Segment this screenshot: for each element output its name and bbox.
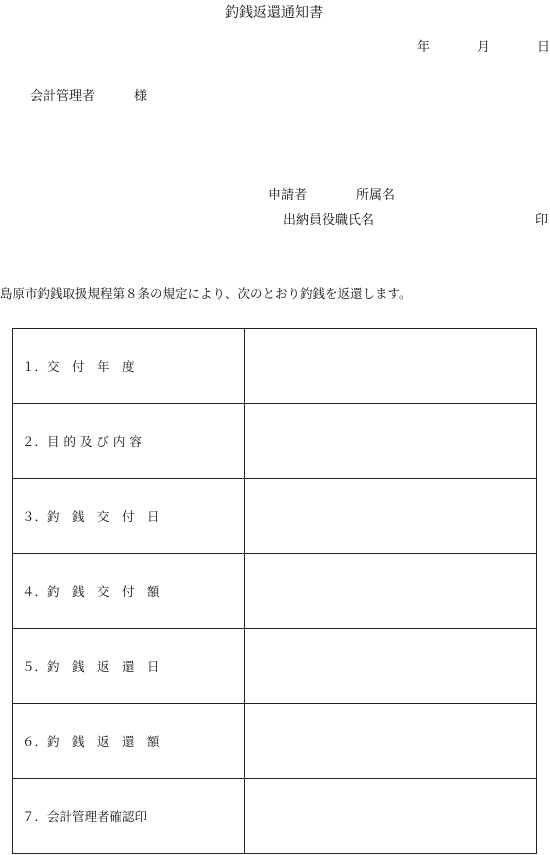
table-row <box>13 554 537 629</box>
cashier-name-label: 出納員役職氏名 <box>283 213 375 228</box>
row-label-purpose: ２．目 的 及 び 内 容 <box>13 404 245 479</box>
row-label-issue-date: ３．釣 銭 交 付 日 <box>13 479 245 554</box>
row-value-return-amount[interactable] <box>245 704 537 779</box>
row-value-issue-date[interactable] <box>245 479 537 554</box>
row-value-return-date[interactable] <box>245 629 537 704</box>
row-label-fiscal-year: １．交 付 年 度 <box>13 329 245 404</box>
row-label-return-amount: ６．釣 銭 返 還 額 <box>13 704 245 779</box>
row-label-issue-amount: ４．釣 銭 交 付 額 <box>13 554 245 629</box>
table-row <box>13 704 537 779</box>
table-row <box>13 629 537 704</box>
row-value-purpose[interactable] <box>245 404 537 479</box>
row-value-issue-amount[interactable] <box>245 554 537 629</box>
row-value-manager-seal[interactable] <box>245 779 537 854</box>
date-month-label: 月 <box>477 40 491 55</box>
details-table <box>12 328 537 854</box>
seal-mark: 印 <box>535 213 549 228</box>
date-day-label: 日 <box>537 40 550 55</box>
row-value-fiscal-year[interactable] <box>245 329 537 404</box>
statement-text: 島原市釣銭取扱規程第８条の規定により、次のとおり釣銭を返還します。 <box>0 286 412 301</box>
date-year-label: 年 <box>417 40 431 55</box>
addressee-honorific: 様 <box>134 89 148 104</box>
row-label-manager-seal: ７．会計管理者確認印 <box>13 779 245 854</box>
table-row <box>13 779 537 854</box>
department-label: 所属名 <box>356 188 396 203</box>
table-row <box>13 329 537 404</box>
table-row <box>13 404 537 479</box>
row-label-return-date: ５．釣 銭 返 還 日 <box>13 629 245 704</box>
applicant-label: 申請者 <box>268 188 308 203</box>
document-title: 釣銭返還通知書 <box>225 5 323 21</box>
table-row <box>13 479 537 554</box>
addressee-name: 会計管理者 <box>30 89 96 104</box>
